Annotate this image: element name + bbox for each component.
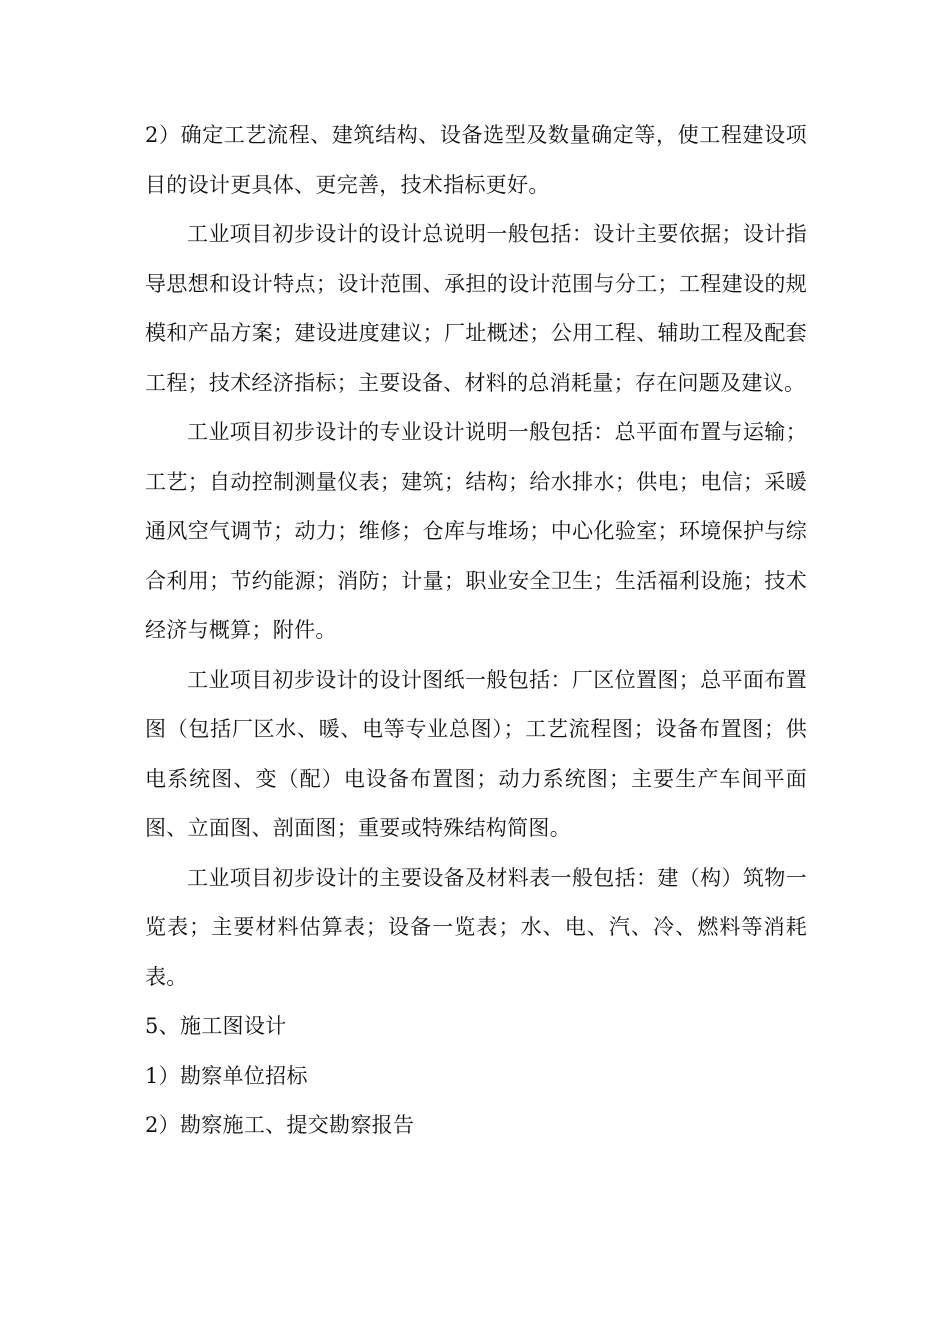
paragraph-general-description: 工业项目初步设计的设计总说明一般包括：设计主要依据；设计指导思想和设计特点；设计范围、承担的设计范围与分工；工程建设的规模和产品方案；建设进度建议；厂址概述；公用工程、辅助工程及配套工程；技术经济指标；主要设备、材料的总消耗量；存在问题及建议。: [145, 222, 807, 395]
paragraph-design-drawings: 工业项目初步设计的设计图纸一般包括：厂区位置图；总平面布置图（包括厂区水、暖、电等专业总图）；工艺流程图；设备布置图；供电系统图、变（配）电设备布置图；动力系统图；主要生产车间平面图、立面图、剖面图；重要或特殊结构简图。: [145, 667, 807, 840]
list-item-survey-report: 2）勘察施工、提交勘察报告: [145, 1113, 415, 1137]
paragraph-specialty-description: 工业项目初步设计的专业设计说明一般包括：总平面布置与运输；工艺；自动控制测量仪表；建筑；结构；给水排水；供电；电信；采暖通风空气调节；动力；维修；仓库与堆场；中心化验室；环境保护与综合利用；节约能源；消防；计量；职业安全卫生；生活福利设施；技术经济与概算；附件。: [145, 420, 807, 642]
paragraph-design-detail: 2）确定工艺流程、建筑结构、设备选型及数量确定等，使工程建设项目的设计更具体、更完善，技术指标更好。: [145, 123, 807, 197]
paragraph-equipment-materials: 工业项目初步设计的主要设备及材料表一般包括：建（构）筑物一览表；主要材料估算表；设备一览表；水、电、汽、冷、燃料等消耗表。: [145, 865, 807, 989]
document-body: [145, 111, 807, 1151]
list-item-survey-bidding: 1）勘察单位招标: [145, 1063, 308, 1088]
section-heading-construction-drawing: 5、施工图设计: [145, 1014, 287, 1038]
